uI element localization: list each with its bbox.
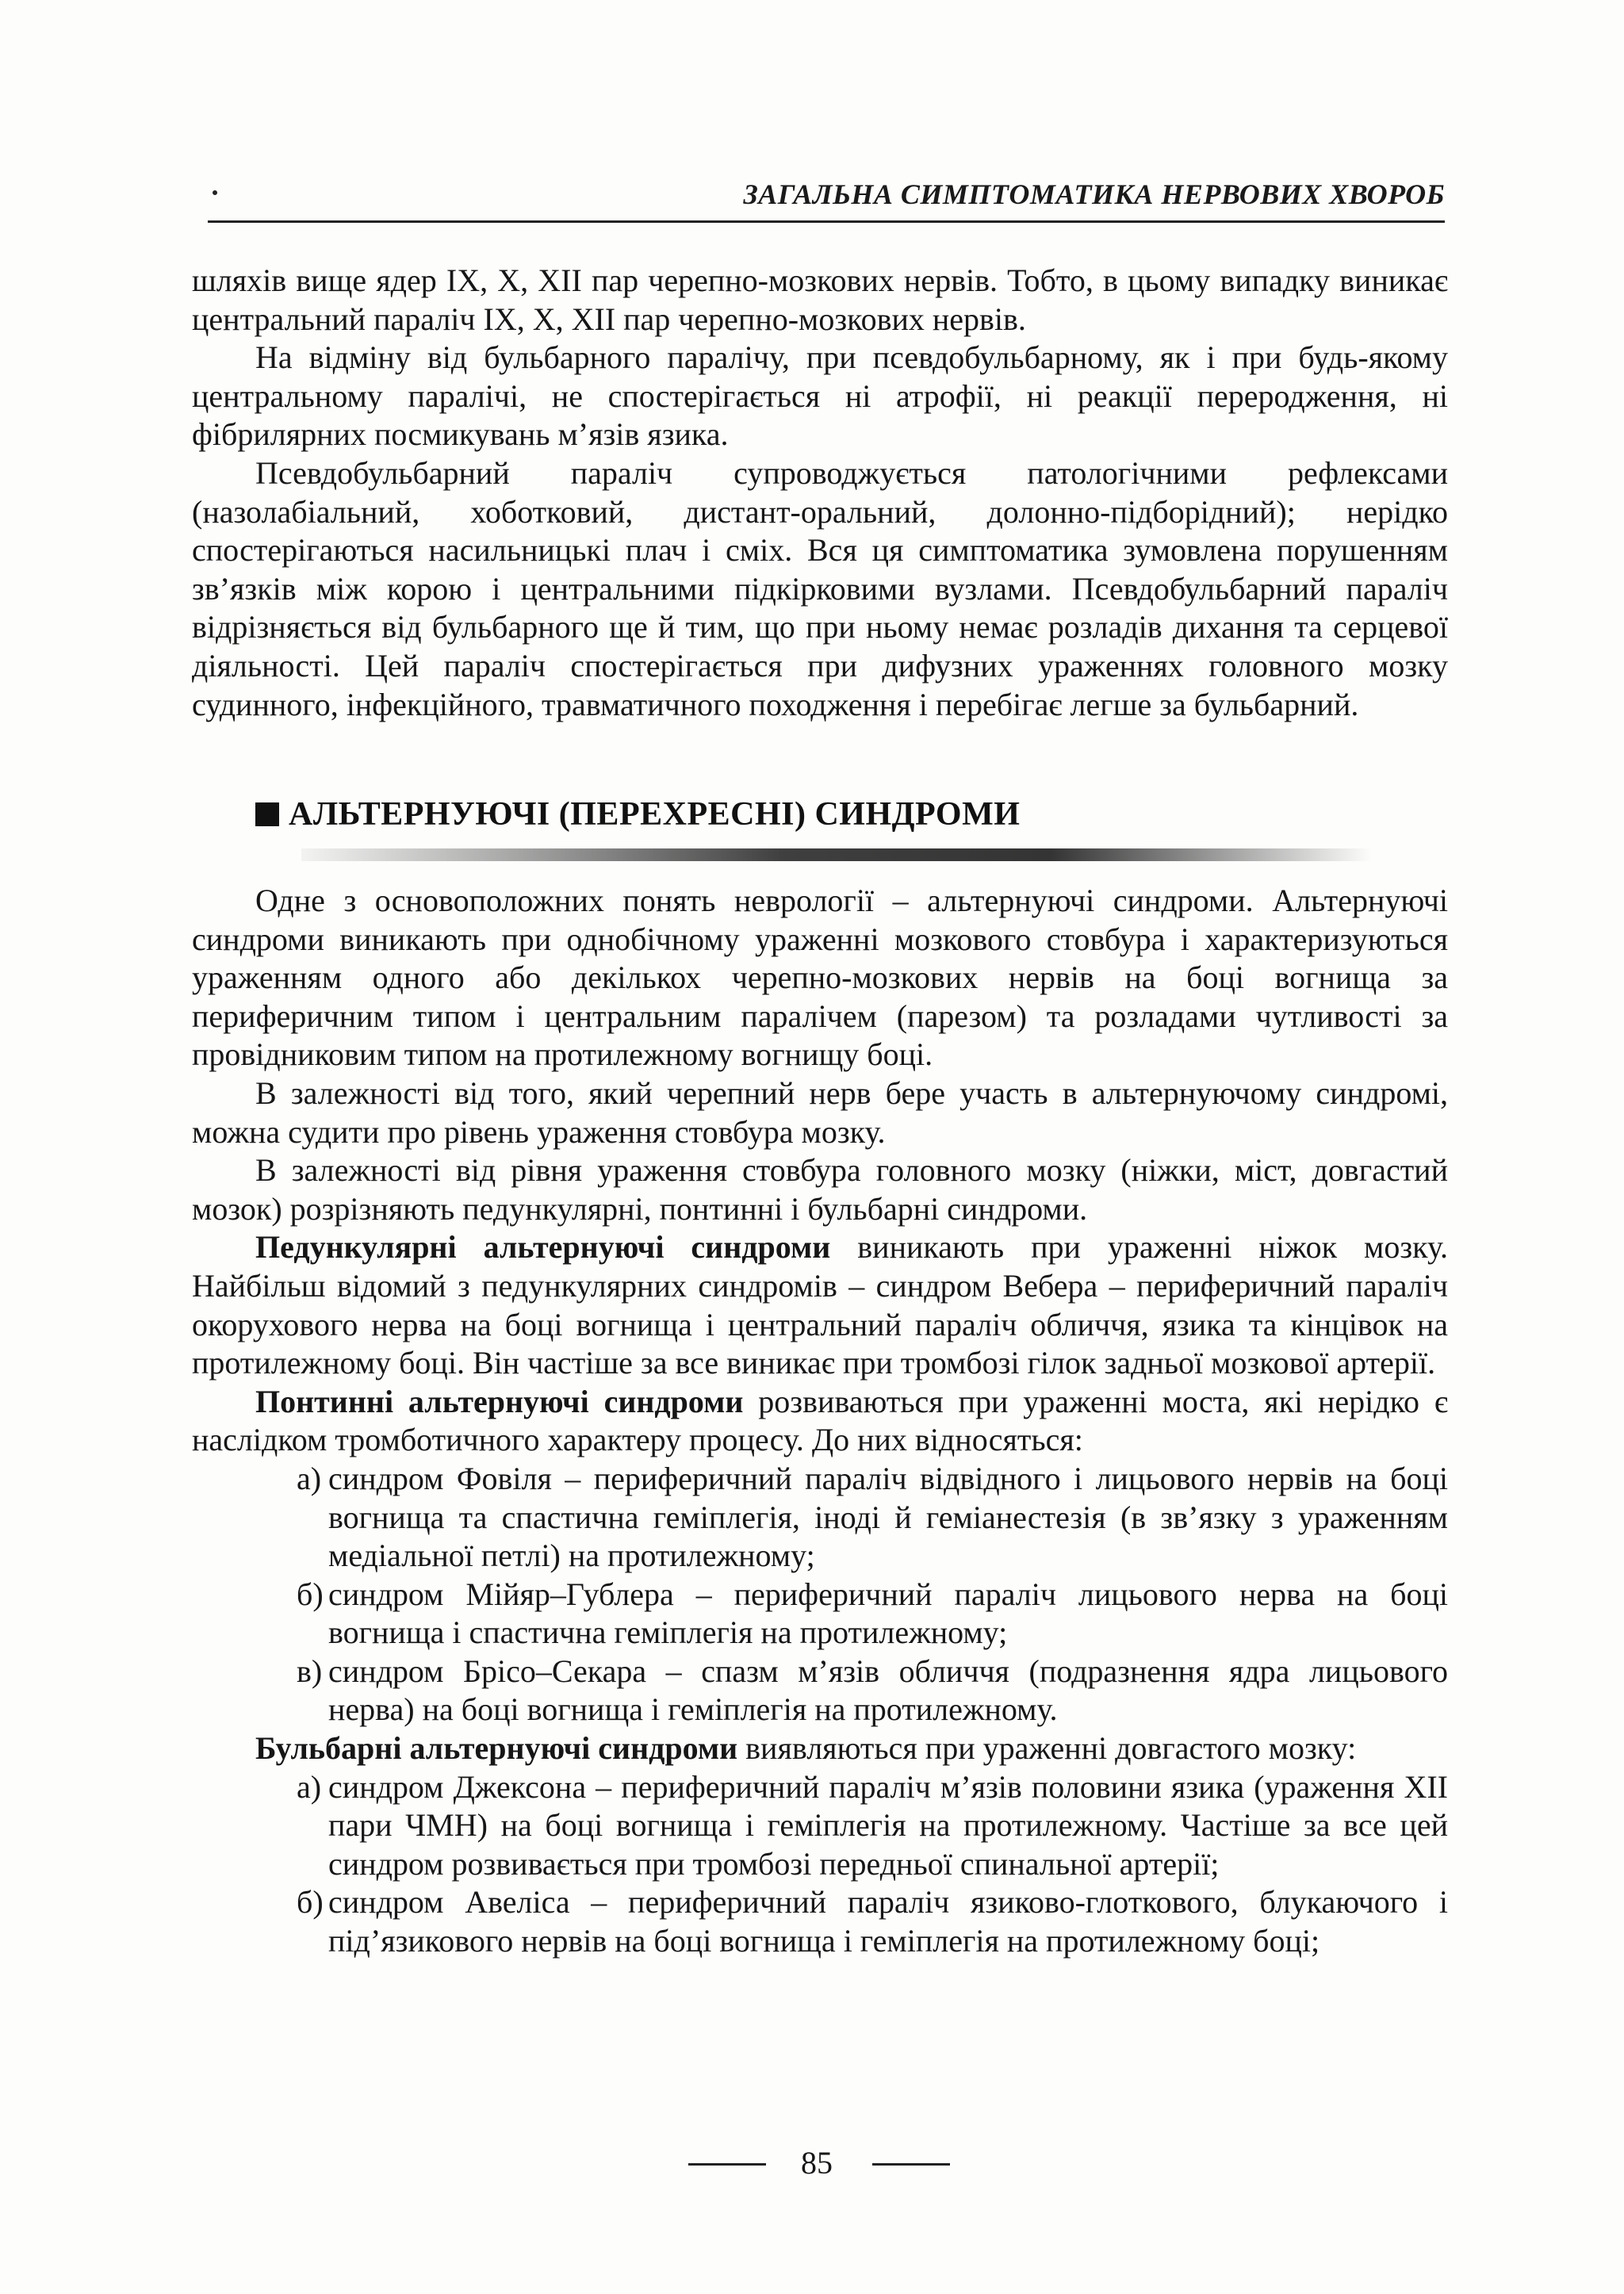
list-item (192, 1460, 1448, 1576)
list-item-text: синдром Авеліса – периферичний параліч язиково-глоткового, блукаючого і під’язикового нервів на боці вогнища і геміплегія на протилежному боці; (328, 1884, 1448, 1959)
footer-rule-left (688, 2163, 766, 2166)
list-item (192, 1768, 1448, 1884)
list-marker: в) (297, 1653, 323, 1689)
list-item-text: синдром Мійяр–Гублера – периферичний параліч лицьового нерва на боці вогнища і спастична геміплегія на протилежному; (328, 1576, 1448, 1651)
list-item (192, 1576, 1448, 1653)
paragraph (192, 1228, 1448, 1382)
text-block-pseudobulbar (192, 262, 1448, 724)
section-heading (255, 795, 1020, 833)
paragraph: В залежності від того, який черепний нерв бере участь в альтернуючому синдромі, можна судити про рівень ураження стовбура мозку. (192, 1074, 1448, 1150)
list-item-text: синдром Фовіля – периферичний параліч відвідного і лицьового нервів на боці вогнища та спастична геміплегія, іноді й геміанестезія (в зв’язку з ураженням медіальної петлі) на протилежному; (328, 1460, 1448, 1574)
paragraph: шляхів вище ядер IX, X, XII пар черепно-мозкових нервів. Тобто, в цьому випадку виникає центральний параліч IX, X, XII пар черепно-мозкових нервів. (192, 262, 1448, 337)
paragraph-text: виявляються при ураженні довгастого мозку: (737, 1730, 1357, 1767)
paragraph: Псевдобульбарний параліч супроводжується патологічними рефлексами (назолабіальний, хоботковий, дистант-оральний, долонно-підборідний); нерідко спостерігаються насильницькі плач і сміх. Вся ця симптоматика зумовлена порушенням зв’язків між корою і центральними підкірковими вузлами. Псевдобульбарний параліч відрізняється від бульбарного ще й тим, що при ньому немає розладів дихання та серцевої діяльності. Цей параліч спостерігається при дифузних ураженнях головного мозку судинного, інфекційного, травматичного походження і перебігає легше за бульбарний. (192, 454, 1448, 722)
list-item (192, 1883, 1448, 1960)
term-pontine: Понтинні альтернуючі синдроми (255, 1383, 744, 1419)
header-bullet (213, 190, 217, 195)
header-title: ЗАГАЛЬНА СИМПТОМАТИКА НЕРВОВИХ ХВОРОБ (743, 178, 1445, 210)
page-footer (0, 2141, 1624, 2189)
square-bullet-icon (255, 802, 279, 826)
paragraph (192, 1729, 1448, 1768)
paragraph (192, 1383, 1448, 1460)
paragraph: Одне з основоположних понять неврології – альтернуючі синдроми. Альтернуючі синдроми виникають при однобічному ураженні мозкового стовбура і характеризуються ураженням одного або декількох черепно-мозкових нервів на боці вогнища за периферичним типом і центральним паралічем (парезом) та розладами чутливості за провідниковим типом на протилежному вогнищу боці. (192, 883, 1448, 1073)
heading-underline-bar (301, 848, 1372, 861)
term-peduncular: Педункулярні альтернуючі синдроми (255, 1229, 831, 1266)
paragraph: В залежності від рівня ураження стовбура головного мозку (ніжки, міст, довгастий мозок) розрізняють педункулярні, понтинні і бульбарні синдроми. (192, 1152, 1448, 1227)
page-number: 85 (801, 2145, 833, 2181)
list-item (192, 1653, 1448, 1729)
list-item-text: синдром Джексона – периферичний параліч м’язів половини язика (ураження XII пари ЧМН) на боці вогнища і геміплегія на протилежному. Частіше за все цей синдром розвивається при тромбозі передньої спинальної артерії; (328, 1768, 1448, 1882)
paragraph-text: виникають при ураженні ніжок мозку. Найбільш відомий з педункулярних синдромів – синдром Вебера – периферичний параліч окорухового нерва на боці вогнища і центральний параліч обличчя, язика та кінцівок на протилежному боці. Він частіше за все виникає при тромбозі гілок задньої мозкової артерії. (192, 1229, 1448, 1381)
list-marker: б) (297, 1884, 324, 1921)
section-heading-text: АЛЬТЕРНУЮЧІ (ПЕРЕХРЕСНІ) СИНДРОМИ (289, 796, 1021, 833)
term-bulbar: Бульбарні альтернуючі синдроми (255, 1730, 738, 1767)
list-marker: а) (297, 1460, 322, 1496)
paragraph: На відміну від бульбарного паралічу, при псевдобульбарному, як і при будь-якому центральному паралічі, не спостерігається ні атрофії, ні реакції переродження, ні фібрилярних посмикувань м’язів язика. (192, 339, 1448, 453)
running-header (208, 173, 1445, 223)
list-item-text: синдром Брісо–Секара – спазм м’язів обличчя (подразнення ядра лицьового нерва) на боці вогнища і геміплегія на протилежному. (328, 1653, 1448, 1728)
list-marker: б) (297, 1576, 324, 1612)
footer-rule-right (872, 2163, 950, 2166)
text-block-alternating (192, 882, 1448, 1961)
list-marker: а) (297, 1768, 322, 1805)
paragraph-text: розвиваються при ураженні моста, які нерідко є наслідком тромботичного характеру процесу. До них відносяться: (192, 1383, 1449, 1458)
